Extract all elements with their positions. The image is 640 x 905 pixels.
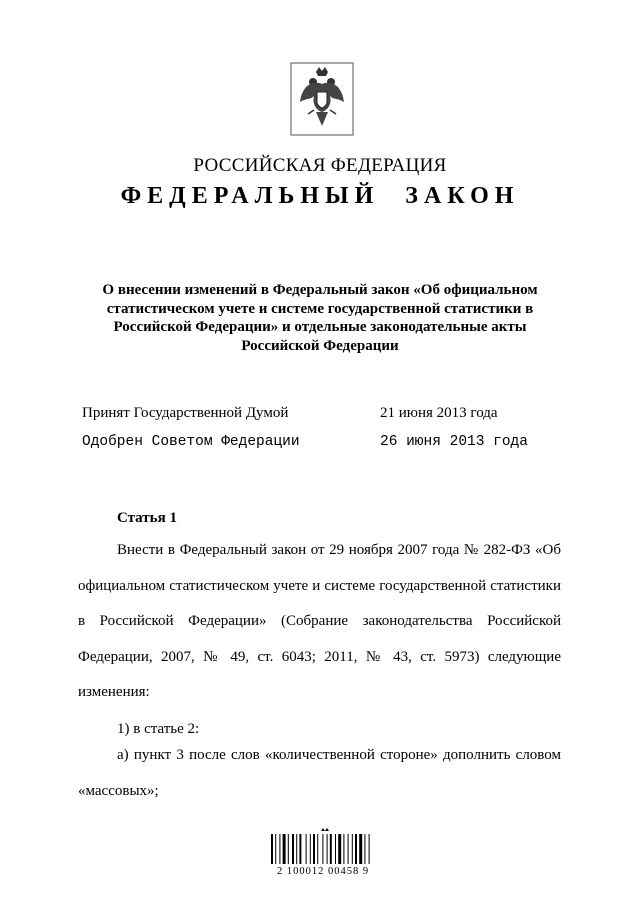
coat-of-arms-icon: [290, 62, 354, 136]
document-type-heading: ФЕДЕРАЛЬНЫЙ ЗАКОН: [120, 183, 520, 209]
council-date: 26 июня 2013 года: [380, 434, 528, 450]
article-paragraph: а) пункт 3 после слов «количественной стороне» дополнить словом «массовых»;: [78, 747, 561, 799]
article-paragraph: 1) в статье 2:: [117, 721, 200, 737]
article-heading: Статья 1: [117, 510, 177, 526]
law-title: О внесении изменений в Федеральный закон «Об официальном статистическом учете и системе государственной статистики в Российской Федерации» и отдельные законодательные акты Российской Федерации: [102, 282, 538, 354]
barcode-number: 2 100012 00458 9: [276, 866, 370, 877]
country-heading: РОССИЙСКАЯ ФЕДЕРАЦИЯ: [193, 155, 447, 176]
duma-label: Принят Государственной Думой: [82, 405, 289, 421]
duma-date: 21 июня 2013 года: [380, 405, 498, 421]
council-label: Одобрен Советом Федерации: [82, 434, 300, 450]
article-paragraph: Внести в Федеральный закон от 29 ноября 2007 года № 282-ФЗ «Об официальном статистическом учете и системе государственной статистики в Российской Федерации» (Собрание законодательства Российской Федерации, 2007, № 49, ст. 6043; 2011, № 43, ст. 5973) следующие изменения:: [78, 542, 561, 700]
barcode-icon: [263, 828, 383, 888]
